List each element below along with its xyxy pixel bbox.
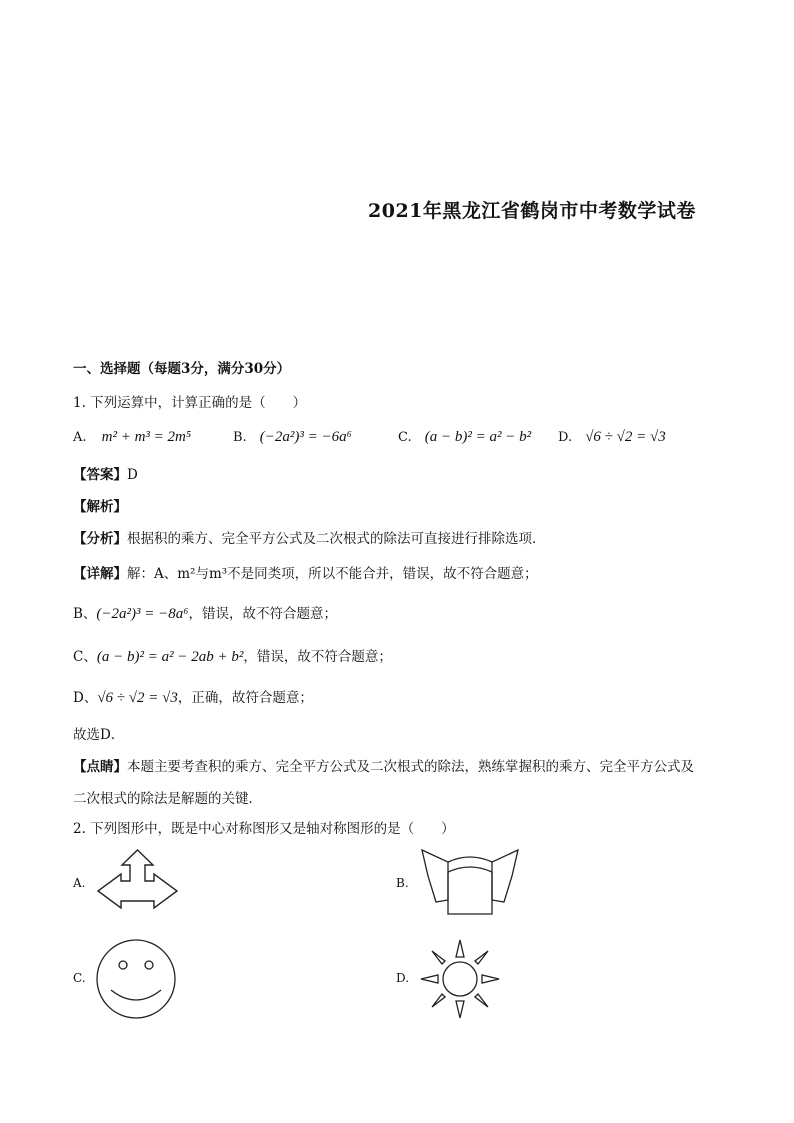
dianjing-line-1 [73,755,694,775]
answer-tag: 【答案】 [73,467,127,483]
conclusion: 故选D． [73,727,125,743]
figure-c-label: C. [73,971,86,985]
ribbon-icon [418,846,522,918]
fenxi-tag: 【分析】 [73,531,127,547]
option-label: A. [73,430,87,445]
arrows-icon [95,848,180,918]
figure-d-label: D. [396,971,410,985]
analysis-line [73,495,127,515]
option-expr: m² + m³ = 2m⁵ [101,429,192,445]
dianjing-line-2: 二次根式的除法是解题的关键． [73,791,262,807]
section-heading: 一、选择题（每题3分，满分30分） [73,361,291,377]
q1-stem: 1. 下列运算中，计算正确的是（ ） [73,395,307,411]
q1-option-d [558,426,666,446]
fenxi-line [73,527,546,547]
xiangjie-b-suffix: ，错误，故不符合题意； [188,606,337,622]
q1-option-b [233,426,352,446]
xiangjie-line-a [73,562,538,582]
xiangjie-d-prefix: D、 [73,690,98,706]
q2-stem: 2. 下列图形中，既是中心对称图形又是轴对称图形的是（ ） [73,821,455,837]
figure-b-label: B. [396,876,409,890]
option-expr: (a − b)² = a² − b² [424,429,532,445]
xiangjie-b-prefix: B、 [73,606,97,622]
analysis-tag: 【解析】 [73,499,127,515]
xiangjie-line-b [73,602,337,623]
xiangjie-c-expr: (a − b)² = a² − 2ab + b² [96,649,244,665]
fenxi-text: 根据积的乘方、完全平方公式及二次根式的除法可直接进行排除选项． [127,531,546,547]
answer-value: D [127,467,138,483]
page-title: 2021年黑龙江省鹤岗市中考数学试卷 [368,200,696,222]
q1-option-a [73,426,191,446]
xiangjie-c-prefix: C、 [73,649,97,665]
answer-line [73,463,138,483]
xiangjie-line-c [73,645,392,666]
xiangjie-b-expr: (−2a²)³ = −8a⁶ [96,606,189,622]
xiangjie-d-expr: √6 ÷ √2 = √3 [97,690,178,706]
dianjing-tag: 【点睛】 [73,759,127,775]
option-expr: (−2a²)³ = −6a⁶ [259,429,352,445]
xiangjie-d-suffix: ，正确，故符合题意； [177,690,313,706]
sun-icon [418,937,502,1021]
dianjing-text-1: 本题主要考查积的乘方、完全平方公式及二次根式的除法，熟练掌握积的乘方、完全平方公式及 [127,759,694,775]
xiangjie-a: 解：A、m²与m³不是同类项，所以不能合并，错误，故不符合题意； [127,566,538,582]
q1-option-c [398,426,531,446]
figure-a-label: A. [73,876,86,890]
xiangjie-tag: 【详解】 [73,566,127,582]
option-label: B. [233,430,247,445]
smiley-icon [95,938,177,1020]
xiangjie-c-suffix: ，错误，故不符合题意； [243,649,392,665]
option-label: D. [558,430,573,445]
xiangjie-line-d [73,686,313,707]
option-label: C. [398,430,412,445]
option-expr: √6 ÷ √2 = √3 [585,429,666,445]
